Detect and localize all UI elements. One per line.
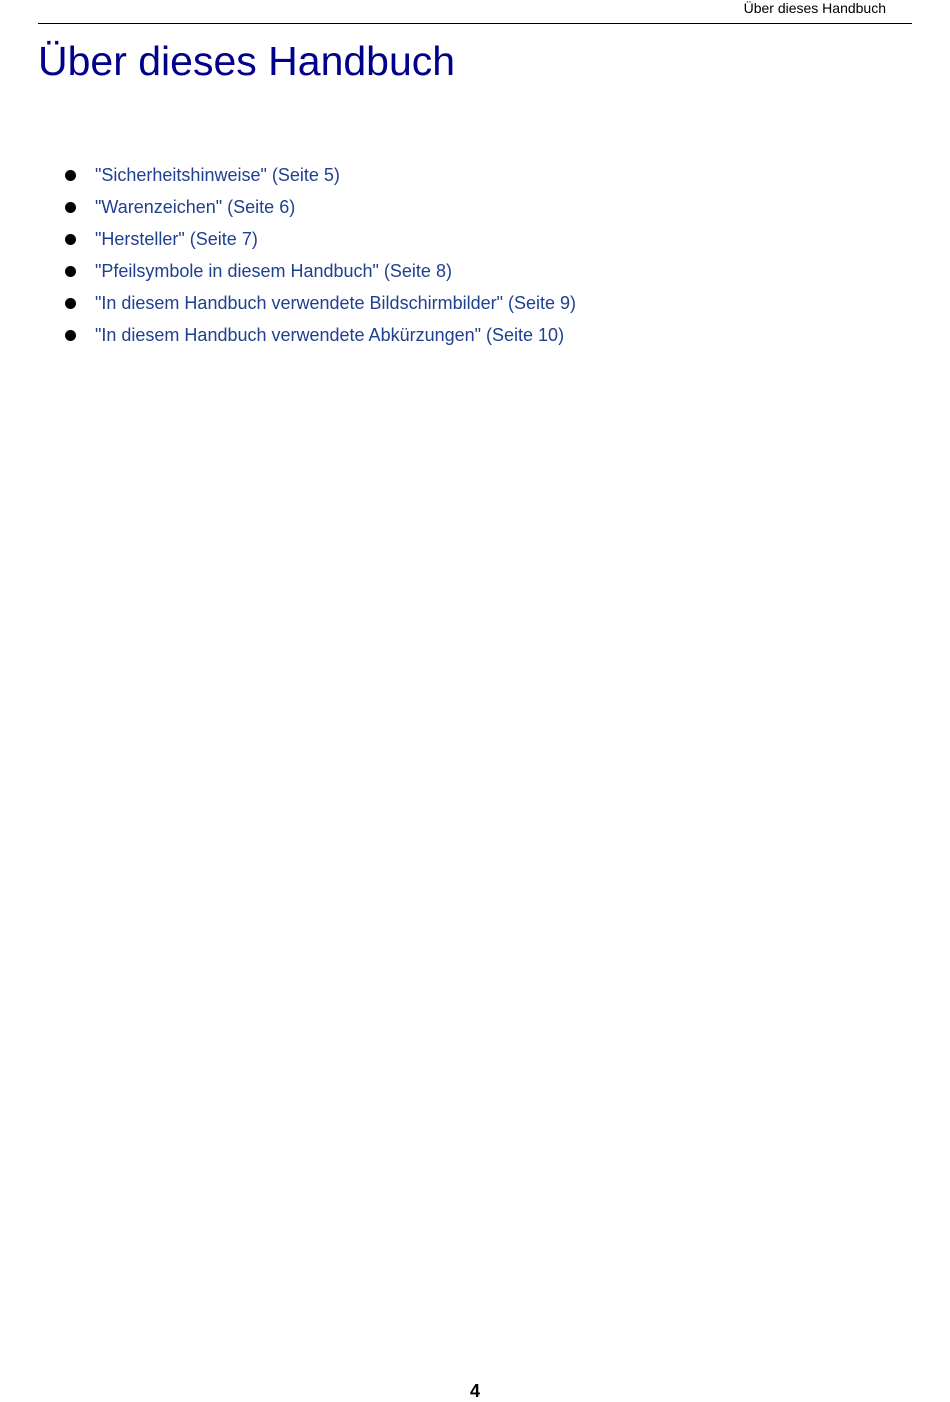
bullet-icon	[65, 266, 76, 277]
toc-list	[0, 159, 576, 351]
list-item	[0, 319, 576, 351]
list-item	[0, 287, 576, 319]
list-item	[0, 223, 576, 255]
toc-link-abkuerzungen[interactable]: "In diesem Handbuch verwendete Abkürzungen" (Seite 10)	[95, 325, 565, 345]
bullet-icon	[65, 234, 76, 245]
list-item	[0, 159, 576, 191]
bullet-icon	[65, 202, 76, 213]
page-number: 4	[469, 1381, 480, 1401]
list-item	[0, 191, 576, 223]
toc-link-pfeilsymbole[interactable]: "Pfeilsymbole in diesem Handbuch" (Seite 8)	[95, 261, 452, 281]
list-item	[0, 255, 576, 287]
toc-link-hersteller[interactable]: "Hersteller" (Seite 7)	[95, 229, 258, 249]
toc-link-sicherheitshinweise[interactable]: "Sicherheitshinweise" (Seite 5)	[95, 165, 340, 185]
page-title: Über dieses Handbuch	[38, 38, 456, 84]
running-header: Über dieses Handbuch	[743, 0, 886, 16]
header-divider	[38, 23, 912, 24]
bullet-icon	[65, 330, 76, 341]
bullet-icon	[65, 170, 76, 181]
bullet-icon	[65, 298, 76, 309]
toc-link-bildschirmbilder[interactable]: "In diesem Handbuch verwendete Bildschirmbilder" (Seite 9)	[95, 293, 577, 313]
toc-link-warenzeichen[interactable]: "Warenzeichen" (Seite 6)	[95, 197, 296, 217]
